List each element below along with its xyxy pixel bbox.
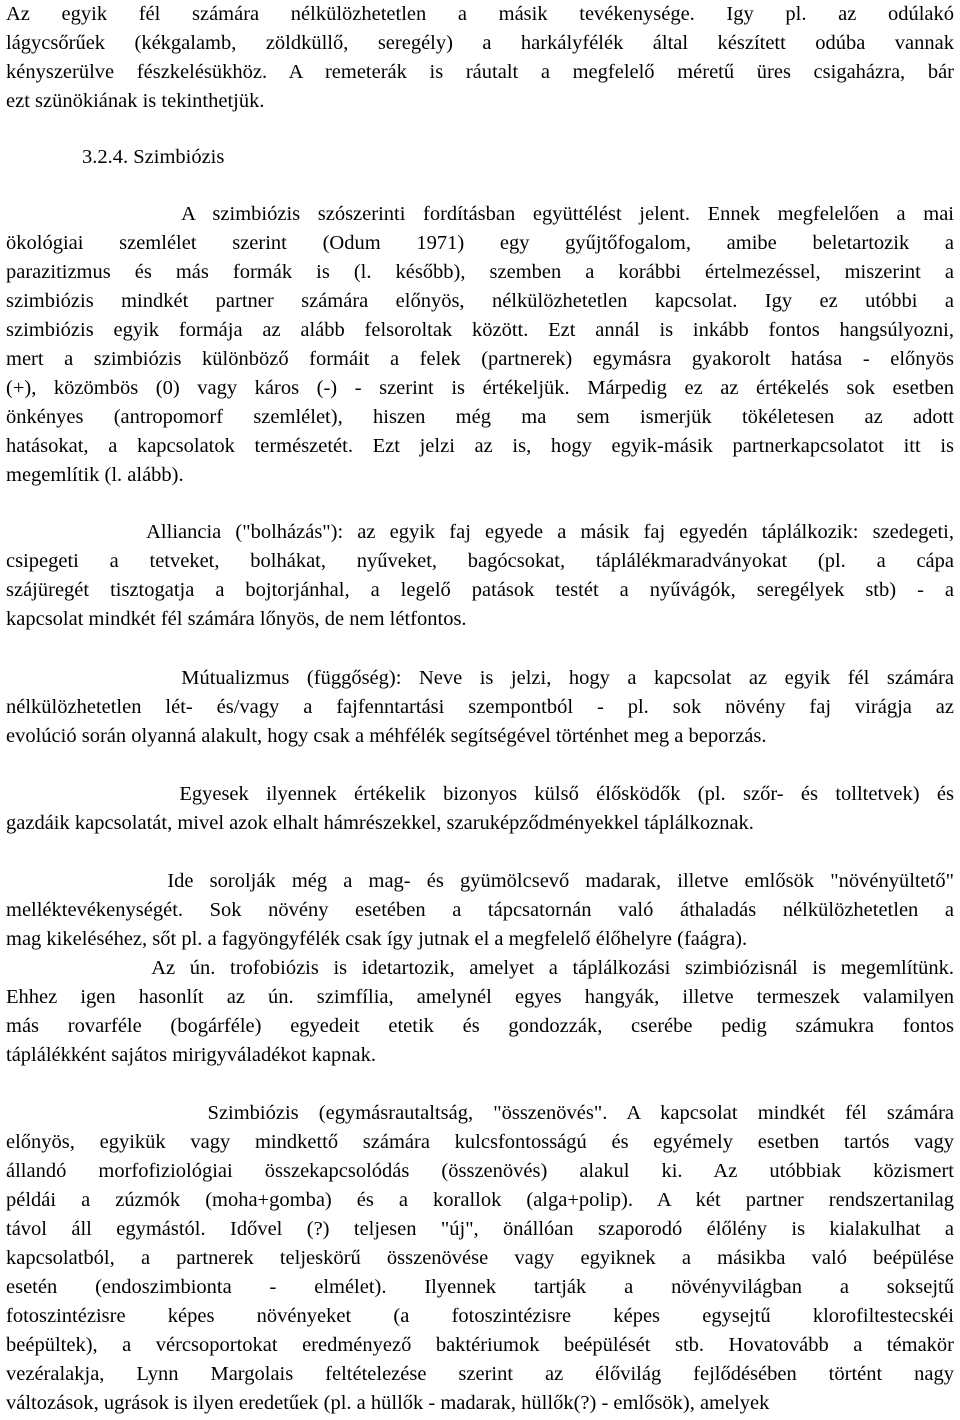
szimbiozis-paragraph-line: állandó morfofiziológiai összekapcsolódás (összenövés) alakul ki. Az utóbbiak közismert	[6, 1160, 954, 1182]
seed-dispersal-paragraph-line: mag kikeléséhez, sőt pl. a fagyöngyfélék csak így jutnak el a megfelelő élőhelyre (faágra).	[6, 928, 748, 950]
mutualizmus-paragraph-line: evolúció során olyanná alakult, hogy csak a méhfélék segítségével történhet meg a beporzás.	[6, 725, 767, 747]
seed-dispersal-paragraph-line: melléktevékenységét. Sok növény esetében a tápcsatornán való áthaladás nélkülözhetetlen a	[6, 899, 954, 921]
mutualizmus-paragraph-line: Mútualizmus (függőség): Neve is jelzi, hogy a kapcsolat az egyik fél számára	[6, 667, 954, 689]
szimbiozis-paragraph-line: vezéralakja, Lynn Margolais feltételezése szerint az élővilág fejlődésében történt nagy	[6, 1363, 954, 1385]
trofobiozis-paragraph-line: táplálékként sajátos mirigyváladékot kapnak.	[6, 1044, 377, 1066]
szimbiozis-paragraph-line: előnyös, egyikük vagy mindkettő számára kulcsfontosságú és egyémely esetben tartós vagy	[6, 1131, 954, 1153]
szimbiozis-paragraph-line: távol áll egymástól. Idővel (?) teljesen "új", önállóan szaporodó élőlény is kialakulhat a	[6, 1218, 954, 1240]
intro-paragraph-line: kényszerülve fészkelésükhöz. A remeterák is ráutalt a megfelelő méretű üres csigaházra, bár	[6, 61, 954, 83]
symbiosis-definition-paragraph-line: szimbiózis mindkét partner számára előnyös, nélkülözhetetlen kapcsolat. Igy ez utóbbi a	[6, 290, 954, 312]
symbiosis-definition-paragraph-line: parazitizmus és más formák is (l. később), szemben a korábbi értelmezéssel, miszerint a	[6, 261, 954, 283]
symbiosis-definition-paragraph-line: ökológiai szemlélet szerint (Odum 1971) egy gyűjtőfogalom, amibe beletartozik a	[6, 232, 954, 254]
alliancia-paragraph-line: csipegeti a tetveket, bolhákat, nyűveket, bagócsokat, táplálékmaradványokat (pl. a cápa	[6, 550, 954, 572]
alliancia-paragraph-line: Alliancia ("bolházás"): az egyik faj egyede a másik faj egyedén táplálkozik: szedegeti,	[6, 521, 954, 543]
seed-dispersal-paragraph-line: Ide sorolják még a mag- és gyümölcsevő madarak, illetve emlősök "növényültető"	[6, 870, 954, 892]
symbiosis-definition-paragraph-line: megemlítik (l. alább).	[6, 464, 184, 486]
szimbiozis-paragraph-line: kapcsolatból, a partnerek teljeskörű összenövése vagy egyiknek a másikba való beépülése	[6, 1247, 954, 1269]
intro-paragraph-line: ezt szünökiának is tekinthetjük.	[6, 90, 265, 112]
symbiosis-definition-paragraph-line: A szimbiózis szószerinti fordításban együttélést jelent. Ennek megfelelően a mai	[6, 203, 954, 225]
alliancia-paragraph-line: kapcsolat mindkét fél számára lőnyös, de nem létfontos.	[6, 608, 467, 630]
alliancia-paragraph-line: szájüregét tisztogatja a bojtorjánhal, a legelő patások testét a nyűvágók, seregélyek stb) - a	[6, 579, 954, 601]
parasite-paragraph-line: Egyesek ilyennek értékelik bizonyos külső élősködők (pl. szőr- és tolltetvek) és	[6, 783, 954, 805]
intro-paragraph-line: Az egyik fél számára nélkülözhetetlen a másik tevékenysége. Igy pl. az odúlakó	[6, 3, 954, 25]
symbiosis-definition-paragraph-line: mert a szimbiózis különböző formáit a felek (partnerek) egymásra gyakorolt hatása - előnyös	[6, 348, 954, 370]
szimbiozis-paragraph-line: változások, ugrások is ilyen eredetűek (pl. a hüllők - madarak, hüllők(?) - emlősök), amelyek	[6, 1392, 770, 1414]
trofobiozis-paragraph-line: Az ún. trofobiózis is idetartozik, amelyet a táplálkozási szimbiózisnál is megemlítünk.	[6, 957, 954, 979]
szimbiozis-paragraph-line: példái a zúzmók (moha+gomba) és a korallok (alga+polip). A két partner rendszertanilag	[6, 1189, 954, 1211]
szimbiozis-paragraph-line: esetén (endoszimbionta - elmélet). Ilyennek tartják a növényvilágban a soksejtű	[6, 1276, 954, 1298]
section-heading: 3.2.4. Szimbiózis	[82, 146, 225, 168]
szimbiozis-paragraph-line: fotoszintézisre képes növényeket (a fotoszintézisre képes egysejtű klorofiltestecskéi	[6, 1305, 954, 1327]
symbiosis-definition-paragraph-line: szimbiózis egyik formája az alább felsoroltak között. Ezt annál is inkább fontos hangsúlyozni,	[6, 319, 954, 341]
parasite-paragraph-line: gazdáik kapcsolatát, mivel azok elhalt hámrészekkel, szaruképződményekkel táplálkoznak.	[6, 812, 754, 834]
intro-paragraph-line: lágycsőrűek (kékgalamb, zöldküllő, seregély) a harkályfélék által készített odúba vannak	[6, 32, 954, 54]
symbiosis-definition-paragraph-line: (+), közömbös (0) vagy káros (-) - szerint is értékeljük. Márpedig ez az értékelés sok esetben	[6, 377, 954, 399]
szimbiozis-paragraph-line: beépültek), a vércsoportokat eredményező baktériumok beépülését stb. Hovatovább a témakör	[6, 1334, 954, 1356]
mutualizmus-paragraph-line: nélkülözhetetlen lét- és/vagy a fajfenntartási szempontból - pl. sok növény faj virágja az	[6, 696, 954, 718]
symbiosis-definition-paragraph-line: hatásokat, a kapcsolatok természetét. Ezt jelzi az is, hogy egyik-másik partnerkapcsolatot itt is	[6, 435, 954, 457]
symbiosis-definition-paragraph-line: önkényes (antropomorf szemlélet), hiszen még ma sem ismerjük tökéletesen az adott	[6, 406, 954, 428]
trofobiozis-paragraph-line: Ehhez igen hasonlít az ún. szimfília, amelynél egyes hangyák, illetve termeszek valamilyen	[6, 986, 954, 1008]
trofobiozis-paragraph-line: más rovarféle (bogárféle) egyedeit etetik és gondozzák, cserébe pedig számukra fontos	[6, 1015, 954, 1037]
szimbiozis-paragraph-line: Szimbiózis (egymásrautaltság, "összenövés". A kapcsolat mindkét fél számára	[6, 1102, 954, 1124]
